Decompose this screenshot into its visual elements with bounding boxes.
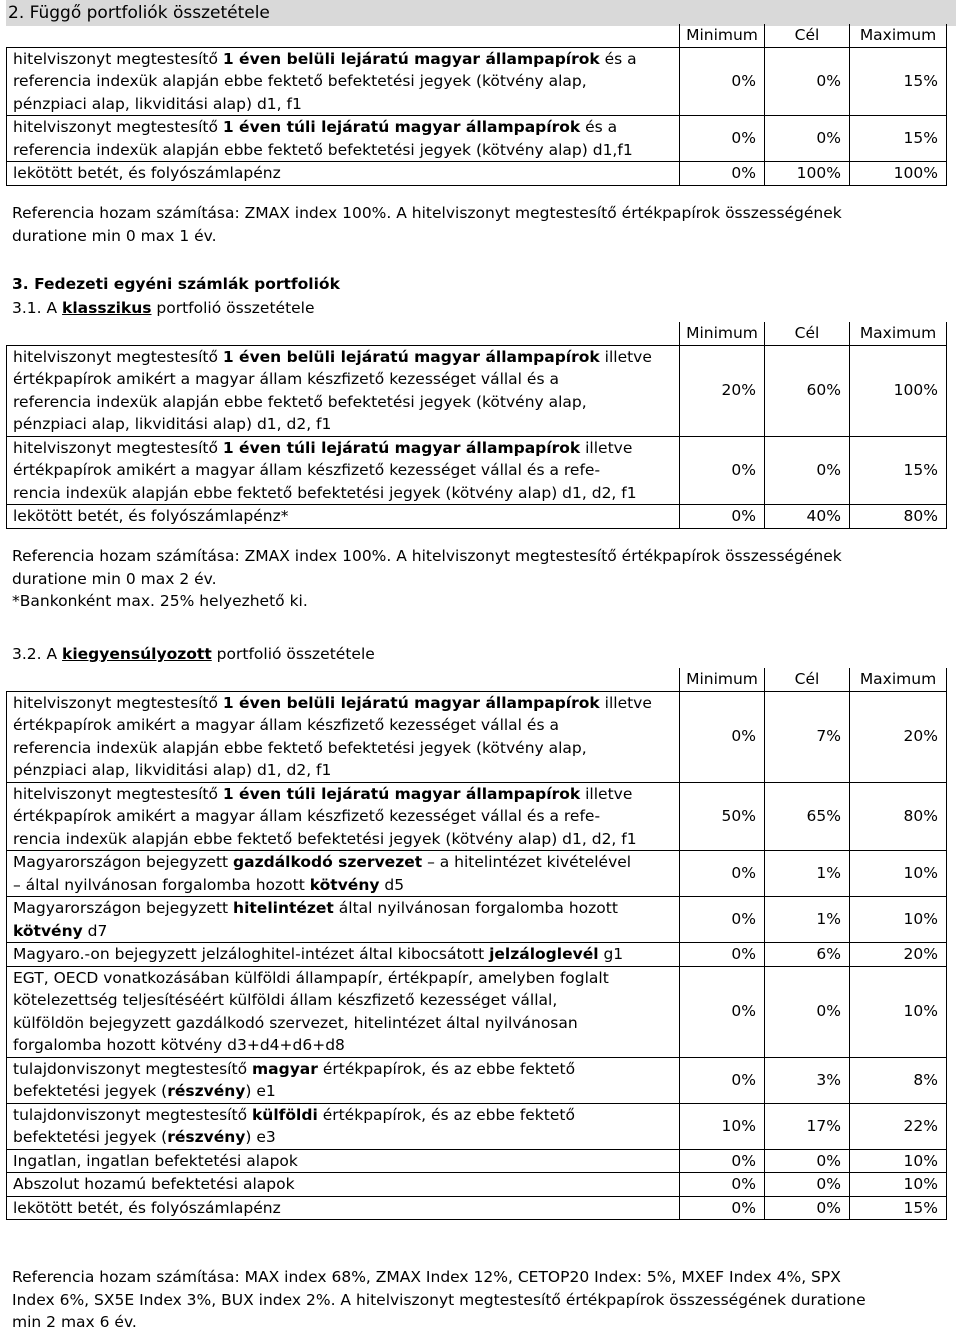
header-maximum: Maximum [850,24,947,47]
target-value: 3% [765,1057,850,1103]
classic-portfolio-table [6,322,947,529]
target-value: 0% [765,1149,850,1173]
asset-description: hitelviszonyt megtestesítő 1 éven belüli lejáratú magyar állampapírok illetve értékpapírok amikért a magyar állam készfizető kezességet vállal és a referencia indexük alapján ebbe fektető befektetési jegyek (kötvény alap, pénzpiaci alap, likviditási alap) d1, d2, f1 [7,691,680,782]
maximum-value: 80% [850,505,947,529]
maximum-value: 15% [850,1196,947,1220]
note-line: Referencia hozam számítása: ZMAX index 100%. A hitelviszonyt megtestesítő értékpapírok összességének [12,204,842,222]
maximum-value: 20% [850,691,947,782]
table-row [7,782,947,851]
note-line: Referencia hozam számítása: ZMAX index 100%. A hitelviszonyt megtestesítő értékpapírok összességének [12,547,842,565]
section-3-title: 3. Fedezeti egyéni számlák portfoliók [12,275,340,293]
maximum-value: 100% [850,162,947,186]
header-row [7,24,947,47]
header-minimum: Minimum [680,668,765,691]
note-line: Index 6%, SX5E Index 3%, BUX index 2%. A hitelviszonyt megtestesítő értékpapírok összességének duratione [12,1290,866,1309]
table-row [7,162,947,186]
maximum-value: 15% [850,436,947,505]
section-3-1-note [12,545,842,613]
asset-description: hitelviszonyt megtestesítő 1 éven belüli lejáratú magyar állampapírok és a referencia indexük alapján ebbe fektető befektetési jegyek (kötvény alap, pénzpiaci alap, likviditási alap) d1, f1 [7,47,680,116]
maximum-value: 10% [850,851,947,897]
section-2-title: 2. Függő portfoliók összetétele [6,0,956,26]
target-value: 40% [765,505,850,529]
header-blank [7,668,680,691]
header-blank [7,24,680,47]
minimum-value: 0% [680,943,765,967]
table-row [7,1196,947,1220]
minimum-value: 0% [680,1173,765,1197]
maximum-value: 80% [850,782,947,851]
target-value: 0% [765,1173,850,1197]
note-line: *Bankonként max. 25% helyezhető ki. [12,592,308,610]
contingent-portfolio-table [6,24,947,186]
maximum-value: 10% [850,1173,947,1197]
asset-description: hitelviszonyt megtestesítő 1 éven belüli lejáratú magyar állampapírok illetve értékpapírok amikért a magyar állam készfizető kezességet vállal és a referencia indexük alapján ebbe fektető befektetési jegyek (kötvény alap, pénzpiaci alap, likviditási alap) d1, d2, f1 [7,345,680,436]
maximum-value: 10% [850,966,947,1057]
note-line: duratione min 0 max 1 év. [12,226,217,245]
maximum-value: 22% [850,1103,947,1149]
table-row [7,943,947,967]
minimum-value: 0% [680,162,765,186]
minimum-value: 0% [680,897,765,943]
maximum-value: 10% [850,1149,947,1173]
header-minimum: Minimum [680,322,765,345]
target-value: 0% [765,1196,850,1220]
asset-description: lekötött betét, és folyószámlapénz* [7,505,680,529]
target-value: 17% [765,1103,850,1149]
asset-description: EGT, OECD vonatkozásában külföldi állampapír, értékpapír, amelyben foglalt kötelezettség teljesítéséért külföldi állam készfizető kezességet vállal, külföldön bejegyzett gazdálkodó szervezet, hitelintézet által nyilvánosan forgalomba hozott kötvény d3+d4+d6+d8 [7,966,680,1057]
minimum-value: 0% [680,47,765,116]
target-value: 1% [765,897,850,943]
minimum-value: 0% [680,505,765,529]
table-row [7,505,947,529]
target-value: 100% [765,162,850,186]
table-row [7,116,947,162]
table-row [7,897,947,943]
table-row [7,345,947,436]
table-row [7,436,947,505]
maximum-value: 15% [850,116,947,162]
table-row [7,1173,947,1197]
header-blank [7,322,680,345]
subsection-3-2-title: 3.2. A kiegyensúlyozott portfolió összetétele [12,645,375,663]
minimum-value: 0% [680,1057,765,1103]
header-maximum: Maximum [850,668,947,691]
header-row [7,322,947,345]
target-value: 0% [765,436,850,505]
asset-description: Abszolut hozamú befektetési alapok [7,1173,680,1197]
table-row [7,47,947,116]
asset-description: lekötött betét, és folyószámlapénz [7,1196,680,1220]
maximum-value: 15% [850,47,947,116]
header-maximum: Maximum [850,322,947,345]
table-row [7,851,947,897]
section-3-2-note [12,1266,866,1334]
asset-description: hitelviszonyt megtestesítő 1 éven túli lejáratú magyar állampapírok illetve értékpapírok amikért a magyar állam készfizető kezességet vállal és a refe- rencia indexük alapján ebbe fektető befektetési jegyek (kötvény alap) d1, d2, f1 [7,782,680,851]
asset-description: hitelviszonyt megtestesítő 1 éven túli lejáratú magyar állampapírok és a referencia indexük alapján ebbe fektető befektetési jegyek (kötvény alap) d1,f1 [7,116,680,162]
target-value: 60% [765,345,850,436]
minimum-value: 0% [680,851,765,897]
maximum-value: 100% [850,345,947,436]
header-target: Cél [765,322,850,345]
subsection-3-1-title: 3.1. A klasszikus portfolió összetétele [12,299,315,317]
minimum-value: 0% [680,116,765,162]
table-row [7,1149,947,1173]
note-line: min 2 max 6 év. [12,1313,137,1331]
minimum-value: 50% [680,782,765,851]
asset-description: Magyaro.-on bejegyzett jelzáloghitel-intézet által kibocsátott jelzáloglevél g1 [7,943,680,967]
maximum-value: 20% [850,943,947,967]
maximum-value: 10% [850,897,947,943]
target-value: 0% [765,47,850,116]
target-value: 0% [765,966,850,1057]
target-value: 6% [765,943,850,967]
minimum-value: 0% [680,966,765,1057]
note-line: Referencia hozam számítása: MAX index 68%, ZMAX Index 12%, CETOP20 Index: 5%, MXEF Index 4%, SPX [12,1268,841,1286]
asset-description: tulajdonviszonyt megtestesítő magyar értékpapírok, és az ebbe fektető befektetési jegyek (részvény) e1 [7,1057,680,1103]
note-line: duratione min 0 max 2 év. [12,569,217,588]
balanced-portfolio-table [6,668,947,1220]
target-value: 0% [765,116,850,162]
minimum-value: 20% [680,345,765,436]
target-value: 7% [765,691,850,782]
minimum-value: 0% [680,1149,765,1173]
asset-description: lekötött betét, és folyószámlapénz [7,162,680,186]
table-row [7,1057,947,1103]
asset-description: Magyarországon bejegyzett hitelintézet által nyilvánosan forgalomba hozott kötvény d7 [7,897,680,943]
target-value: 65% [765,782,850,851]
target-value: 1% [765,851,850,897]
table-row [7,691,947,782]
table-row [7,1103,947,1149]
minimum-value: 0% [680,1196,765,1220]
minimum-value: 0% [680,436,765,505]
header-row [7,668,947,691]
asset-description: Magyarországon bejegyzett gazdálkodó szervezet – a hitelintézet kivételével – által nyilvánosan forgalomba hozott kötvény d5 [7,851,680,897]
maximum-value: 8% [850,1057,947,1103]
asset-description: tulajdonviszonyt megtestesítő külföldi értékpapírok, és az ebbe fektető befektetési jegyek (részvény) e3 [7,1103,680,1149]
minimum-value: 0% [680,691,765,782]
asset-description: Ingatlan, ingatlan befektetési alapok [7,1149,680,1173]
section-2-note [12,202,842,247]
header-target: Cél [765,668,850,691]
asset-description: hitelviszonyt megtestesítő 1 éven túli lejáratú magyar állampapírok illetve értékpapírok amikért a magyar állam készfizető kezességet vállal és a refe- rencia indexük alapján ebbe fektető befektetési jegyek (kötvény alap) d1, d2, f1 [7,436,680,505]
minimum-value: 10% [680,1103,765,1149]
header-target: Cél [765,24,850,47]
header-minimum: Minimum [680,24,765,47]
table-row [7,966,947,1057]
